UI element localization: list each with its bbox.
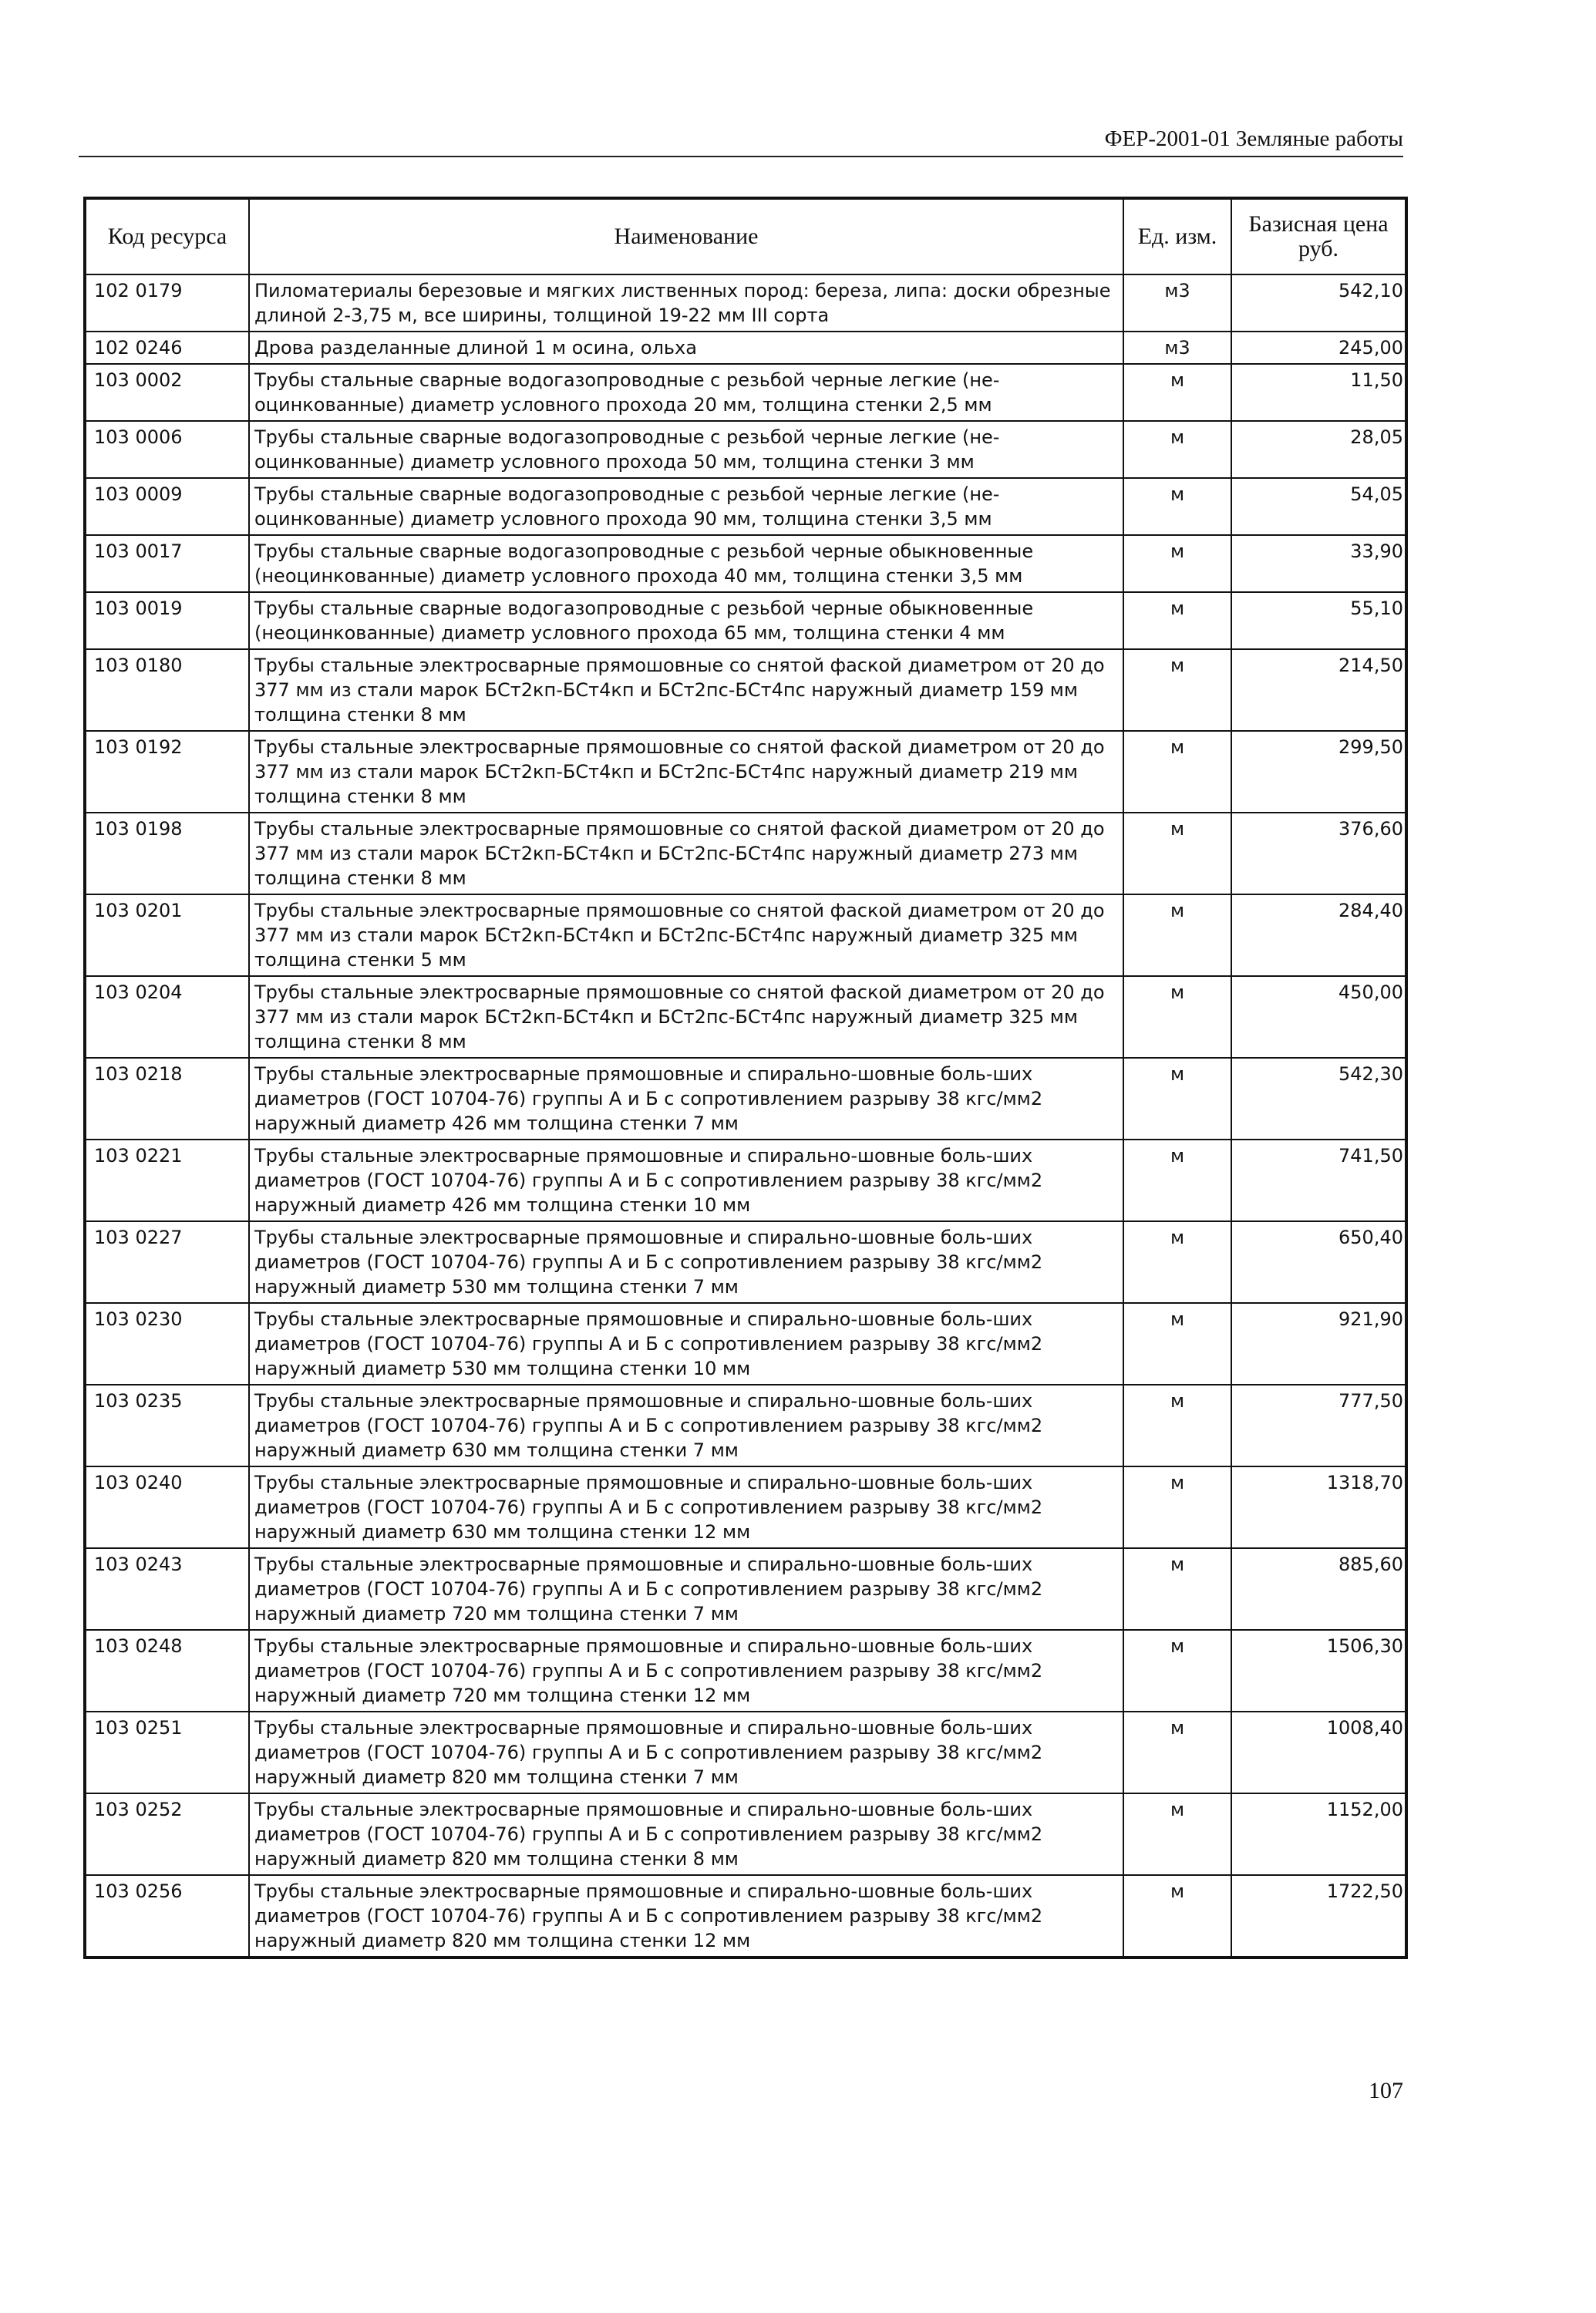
cell-resource-name: Трубы стальные электросварные прямошовные и спирально-шовные боль-ших диаметров (ГОСТ 10704-76) группы А и Б с сопротивлением разрыву 38 кгс/мм2 наружный диаметр 426 мм толщина стенки 10 мм	[249, 1140, 1123, 1221]
cell-resource-code: 103 0201	[85, 894, 249, 976]
table-row	[85, 1221, 1406, 1303]
cell-resource-code: 103 0235	[85, 1385, 249, 1466]
cell-resource-name: Пиломатериалы березовые и мягких лиственных пород: береза, липа: доски обрезные длиной 2-3,75 м, все ширины, толщиной 19-22 мм III сорта	[249, 274, 1123, 332]
cell-unit: м	[1123, 1630, 1231, 1712]
page-number: 107	[1369, 2078, 1403, 2103]
cell-resource-name: Трубы стальные электросварные прямошовные и спирально-шовные боль-ших диаметров (ГОСТ 10704-76) группы А и Б с сопротивлением разрыву 38 кгс/мм2 наружный диаметр 630 мм толщина стенки 12 мм	[249, 1466, 1123, 1548]
cell-base-price: 1722,50	[1231, 1875, 1406, 1958]
cell-base-price: 1008,40	[1231, 1712, 1406, 1793]
cell-resource-name: Трубы стальные сварные водогазопроводные с резьбой черные легкие (не-оцинкованные) диаметр условного прохода 20 мм, толщина стенки 2,5 мм	[249, 364, 1123, 421]
cell-unit: м	[1123, 1875, 1231, 1958]
cell-base-price: 299,50	[1231, 731, 1406, 813]
table-row	[85, 535, 1406, 592]
cell-base-price: 54,05	[1231, 478, 1406, 535]
table-row	[85, 894, 1406, 976]
header-rule	[79, 156, 1403, 157]
cell-resource-name: Дрова разделанные длиной 1 м осина, ольха	[249, 332, 1123, 364]
cell-unit: м	[1123, 1385, 1231, 1466]
cell-resource-code: 103 0252	[85, 1793, 249, 1875]
cell-base-price: 777,50	[1231, 1385, 1406, 1466]
cell-resource-code: 103 0248	[85, 1630, 249, 1712]
table-row	[85, 274, 1406, 332]
cell-resource-name: Трубы стальные электросварные прямошовные со снятой фаской диаметром от 20 до 377 мм из стали марок БСт2кп-БСт4кп и БСт2пс-БСт4пс наружный диаметр 325 мм толщина стенки 5 мм	[249, 894, 1123, 976]
cell-resource-name: Трубы стальные электросварные прямошовные со снятой фаской диаметром от 20 до 377 мм из стали марок БСт2кп-БСт4кп и БСт2пс-БСт4пс наружный диаметр 159 мм толщина стенки 8 мм	[249, 649, 1123, 731]
cell-unit: м	[1123, 592, 1231, 649]
cell-resource-code: 103 0009	[85, 478, 249, 535]
cell-base-price: 11,50	[1231, 364, 1406, 421]
cell-unit: м	[1123, 976, 1231, 1058]
cell-resource-code: 103 0221	[85, 1140, 249, 1221]
cell-unit: м	[1123, 1221, 1231, 1303]
table-row	[85, 1466, 1406, 1548]
cell-resource-code: 103 0243	[85, 1548, 249, 1630]
cell-base-price: 55,10	[1231, 592, 1406, 649]
cell-resource-name: Трубы стальные электросварные прямошовные со снятой фаской диаметром от 20 до 377 мм из стали марок БСт2кп-БСт4кп и БСт2пс-БСт4пс наружный диаметр 325 мм толщина стенки 8 мм	[249, 976, 1123, 1058]
cell-resource-code: 103 0198	[85, 813, 249, 894]
cell-base-price: 214,50	[1231, 649, 1406, 731]
cell-resource-name: Трубы стальные электросварные прямошовные и спирально-шовные боль-ших диаметров (ГОСТ 10704-76) группы А и Б с сопротивлением разрыву 38 кгс/мм2 наружный диаметр 530 мм толщина стенки 10 мм	[249, 1303, 1123, 1385]
table-row	[85, 1058, 1406, 1140]
cell-base-price: 885,60	[1231, 1548, 1406, 1630]
cell-base-price: 1152,00	[1231, 1793, 1406, 1875]
cell-base-price: 284,40	[1231, 894, 1406, 976]
cell-unit: м	[1123, 813, 1231, 894]
cell-resource-name: Трубы стальные электросварные прямошовные со снятой фаской диаметром от 20 до 377 мм из стали марок БСт2кп-БСт4кп и БСт2пс-БСт4пс наружный диаметр 219 мм толщина стенки 8 мм	[249, 731, 1123, 813]
cell-resource-name: Трубы стальные электросварные прямошовные и спирально-шовные боль-ших диаметров (ГОСТ 10704-76) группы А и Б с сопротивлением разрыву 38 кгс/мм2 наружный диаметр 530 мм толщина стенки 7 мм	[249, 1221, 1123, 1303]
table-row	[85, 649, 1406, 731]
cell-base-price: 28,05	[1231, 421, 1406, 478]
cell-resource-name: Трубы стальные сварные водогазопроводные с резьбой черные легкие (не-оцинкованные) диаметр условного прохода 50 мм, толщина стенки 3 мм	[249, 421, 1123, 478]
column-header-price: Базисная цена руб.	[1231, 198, 1406, 274]
cell-resource-code: 103 0002	[85, 364, 249, 421]
cell-resource-code: 103 0006	[85, 421, 249, 478]
cell-unit: м	[1123, 894, 1231, 976]
cell-unit: м	[1123, 1303, 1231, 1385]
table-row	[85, 1303, 1406, 1385]
cell-unit: м	[1123, 649, 1231, 731]
column-header-unit: Ед. изм.	[1123, 198, 1231, 274]
cell-base-price: 245,00	[1231, 332, 1406, 364]
table-row	[85, 364, 1406, 421]
cell-resource-name: Трубы стальные электросварные прямошовные и спирально-шовные боль-ших диаметров (ГОСТ 10704-76) группы А и Б с сопротивлением разрыву 38 кгс/мм2 наружный диаметр 426 мм толщина стенки 7 мм	[249, 1058, 1123, 1140]
cell-resource-name: Трубы стальные электросварные прямошовные со снятой фаской диаметром от 20 до 377 мм из стали марок БСт2кп-БСт4кп и БСт2пс-БСт4пс наружный диаметр 273 мм толщина стенки 8 мм	[249, 813, 1123, 894]
cell-resource-name: Трубы стальные сварные водогазопроводные с резьбой черные обыкновенные (неоцинкованные) диаметр условного прохода 40 мм, толщина стенки 3,5 мм	[249, 535, 1123, 592]
table-row	[85, 332, 1406, 364]
table-row	[85, 421, 1406, 478]
cell-unit: м	[1123, 1466, 1231, 1548]
cell-base-price: 1318,70	[1231, 1466, 1406, 1548]
cell-resource-code: 103 0256	[85, 1875, 249, 1958]
cell-unit: м	[1123, 478, 1231, 535]
table-row	[85, 1793, 1406, 1875]
cell-resource-code: 103 0240	[85, 1466, 249, 1548]
cell-unit: м	[1123, 1140, 1231, 1221]
table-row	[85, 976, 1406, 1058]
cell-resource-name: Трубы стальные электросварные прямошовные и спирально-шовные боль-ших диаметров (ГОСТ 10704-76) группы А и Б с сопротивлением разрыву 38 кгс/мм2 наружный диаметр 720 мм толщина стенки 12 мм	[249, 1630, 1123, 1712]
cell-unit: м	[1123, 535, 1231, 592]
cell-unit: м	[1123, 421, 1231, 478]
cell-base-price: 33,90	[1231, 535, 1406, 592]
cell-resource-name: Трубы стальные электросварные прямошовные и спирально-шовные боль-ших диаметров (ГОСТ 10704-76) группы А и Б с сопротивлением разрыву 38 кгс/мм2 наружный диаметр 820 мм толщина стенки 7 мм	[249, 1712, 1123, 1793]
cell-unit: м	[1123, 1058, 1231, 1140]
cell-base-price: 921,90	[1231, 1303, 1406, 1385]
cell-resource-code: 103 0251	[85, 1712, 249, 1793]
running-header: ФЕР-2001-01 Земляные работы	[1104, 126, 1403, 151]
cell-resource-code: 103 0180	[85, 649, 249, 731]
cell-base-price: 741,50	[1231, 1140, 1406, 1221]
cell-base-price: 542,10	[1231, 274, 1406, 332]
table-row	[85, 1140, 1406, 1221]
cell-unit: м3	[1123, 332, 1231, 364]
resource-price-table	[83, 197, 1408, 1959]
resource-price-table-container	[83, 197, 1405, 1959]
cell-unit: м	[1123, 364, 1231, 421]
cell-resource-name: Трубы стальные электросварные прямошовные и спирально-шовные боль-ших диаметров (ГОСТ 10704-76) группы А и Б с сопротивлением разрыву 38 кгс/мм2 наружный диаметр 630 мм толщина стенки 7 мм	[249, 1385, 1123, 1466]
cell-resource-name: Трубы стальные электросварные прямошовные и спирально-шовные боль-ших диаметров (ГОСТ 10704-76) группы А и Б с сопротивлением разрыву 38 кгс/мм2 наружный диаметр 720 мм толщина стенки 7 мм	[249, 1548, 1123, 1630]
cell-unit: м	[1123, 1793, 1231, 1875]
table-header-row	[85, 198, 1406, 274]
cell-resource-code: 103 0017	[85, 535, 249, 592]
cell-resource-code: 103 0192	[85, 731, 249, 813]
table-row	[85, 1385, 1406, 1466]
column-header-name: Наименование	[249, 198, 1123, 274]
table-row	[85, 813, 1406, 894]
table-row	[85, 592, 1406, 649]
table-row	[85, 1875, 1406, 1958]
table-row	[85, 478, 1406, 535]
cell-resource-code: 103 0204	[85, 976, 249, 1058]
column-header-code: Код ресурса	[85, 198, 249, 274]
cell-resource-name: Трубы стальные сварные водогазопроводные с резьбой черные легкие (не-оцинкованные) диаметр условного прохода 90 мм, толщина стенки 3,5 мм	[249, 478, 1123, 535]
cell-base-price: 650,40	[1231, 1221, 1406, 1303]
cell-resource-name: Трубы стальные сварные водогазопроводные с резьбой черные обыкновенные (неоцинкованные) диаметр условного прохода 65 мм, толщина стенки 4 мм	[249, 592, 1123, 649]
cell-base-price: 376,60	[1231, 813, 1406, 894]
cell-unit: м3	[1123, 274, 1231, 332]
cell-resource-name: Трубы стальные электросварные прямошовные и спирально-шовные боль-ших диаметров (ГОСТ 10704-76) группы А и Б с сопротивлением разрыву 38 кгс/мм2 наружный диаметр 820 мм толщина стенки 12 мм	[249, 1875, 1123, 1958]
cell-resource-code: 103 0230	[85, 1303, 249, 1385]
cell-resource-code: 103 0218	[85, 1058, 249, 1140]
table-row	[85, 1548, 1406, 1630]
cell-base-price: 542,30	[1231, 1058, 1406, 1140]
cell-resource-code: 103 0019	[85, 592, 249, 649]
cell-resource-code: 102 0246	[85, 332, 249, 364]
cell-base-price: 1506,30	[1231, 1630, 1406, 1712]
cell-base-price: 450,00	[1231, 976, 1406, 1058]
table-row	[85, 731, 1406, 813]
table-body	[85, 274, 1406, 1958]
cell-unit: м	[1123, 1712, 1231, 1793]
cell-unit: м	[1123, 731, 1231, 813]
cell-resource-name: Трубы стальные электросварные прямошовные и спирально-шовные боль-ших диаметров (ГОСТ 10704-76) группы А и Б с сопротивлением разрыву 38 кгс/мм2 наружный диаметр 820 мм толщина стенки 8 мм	[249, 1793, 1123, 1875]
cell-resource-code: 102 0179	[85, 274, 249, 332]
table-row	[85, 1630, 1406, 1712]
cell-unit: м	[1123, 1548, 1231, 1630]
cell-resource-code: 103 0227	[85, 1221, 249, 1303]
table-row	[85, 1712, 1406, 1793]
